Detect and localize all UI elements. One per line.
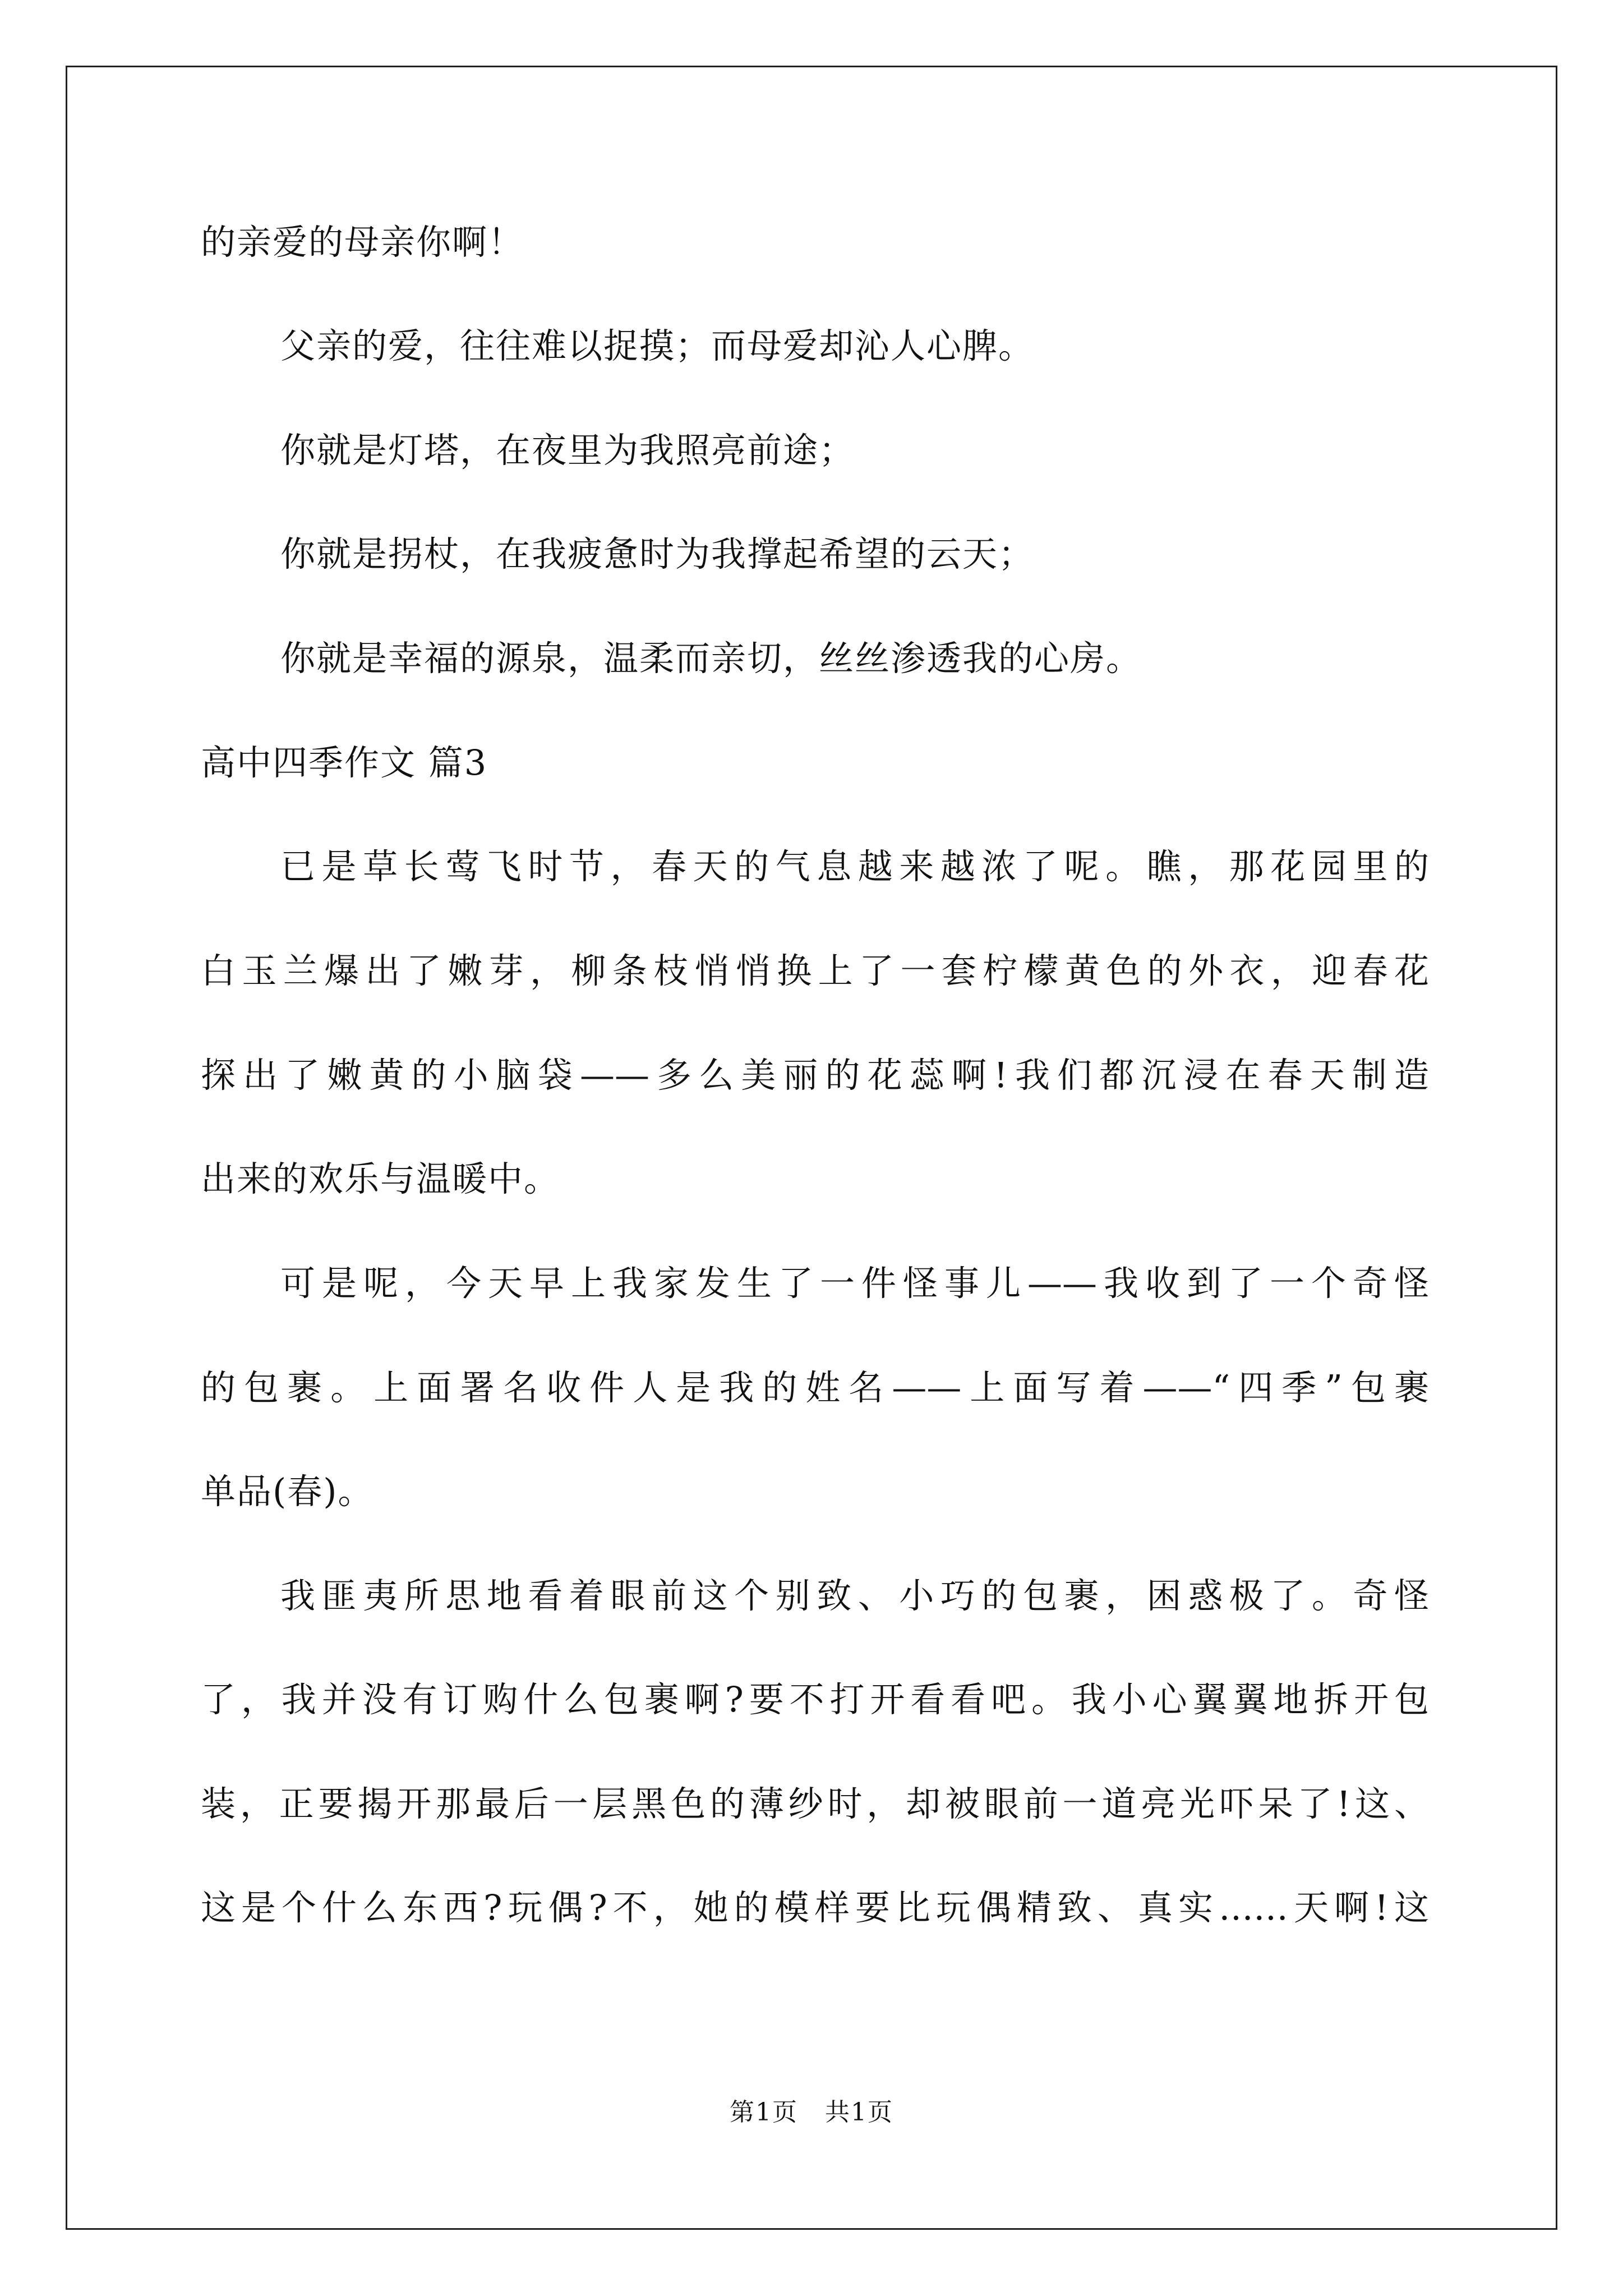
text-line: 可是呢，今天早上我家发生了一件怪事儿——我收到了一个奇怪 — [280, 1263, 1429, 1304]
text-line: 出来的欢乐与温暖中。 — [201, 1158, 560, 1199]
text-line: 了，我并没有订购什么包裹啊?要不打开看看吧。我小心翼翼地拆开包 — [201, 1679, 1429, 1720]
text-line: 的包裹。上面署名收件人是我的姓名——上面写着——“四季”包裹 — [201, 1367, 1429, 1408]
text-line: 的亲爱的母亲你啊！ — [201, 222, 524, 263]
text-line: 单品(春)。 — [201, 1471, 374, 1512]
text-line: 这是个什么东西?玩偶?不，她的模样要比玩偶精致、真实……天啊!这 — [201, 1887, 1429, 1928]
text-line: 父亲的爱，往往难以捉摸；而母爱却沁人心脾。 — [280, 325, 1035, 366]
text-line: 白玉兰爆出了嫩芽，柳条枝悄悄换上了一套柠檬黄色的外衣，迎春花 — [201, 950, 1429, 991]
text-line: 探出了嫩黄的小脑袋——多么美丽的花蕊啊!我们都沉浸在春天制造 — [201, 1055, 1429, 1096]
text-line: 你就是拐杖，在我疲惫时为我撑起希望的云天； — [280, 533, 1035, 574]
text-line: 你就是幸福的源泉，温柔而亲切，丝丝渗透我的心房。 — [280, 638, 1142, 679]
section-heading: 高中四季作文 篇3 — [201, 742, 488, 783]
text-line: 我匪夷所思地看着眼前这个别致、小巧的包裹，困惑极了。奇怪 — [280, 1575, 1429, 1616]
text-line: 装，正要揭开那最后一层黑色的薄纱时，却被眼前一道亮光吓呆了!这、 — [201, 1783, 1429, 1824]
text-line: 你就是灯塔，在夜里为我照亮前途； — [280, 430, 855, 471]
text-line: 已是草长莺飞时节，春天的气息越来越浓了呢。瞧，那花园里的 — [280, 846, 1429, 887]
page-footer: 第1页 共1页 — [730, 2098, 893, 2127]
